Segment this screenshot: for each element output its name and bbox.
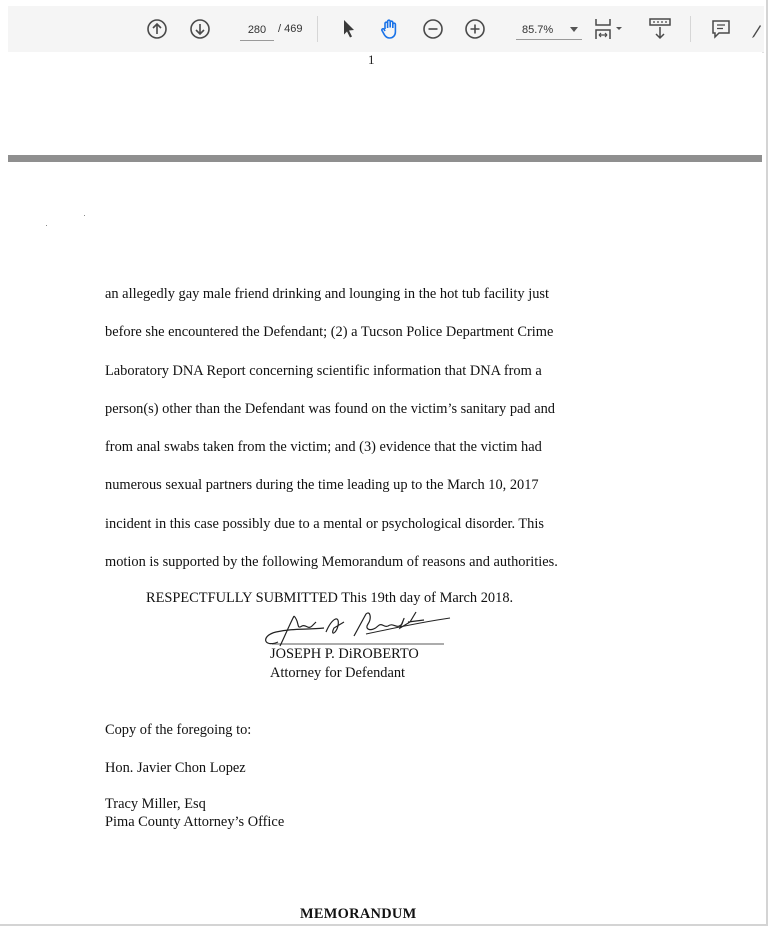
zoom-value: 85.7% [522,23,554,36]
zoom-out-icon[interactable] [422,18,444,40]
zoom-in-icon[interactable] [464,18,486,40]
chevron-down-icon [570,27,578,32]
cursor-icon[interactable] [340,18,358,40]
page-total: / 469 [278,23,303,35]
signer-role: Attorney for Defendant [270,665,406,681]
document-page [8,162,762,924]
paragraph-line: from anal swabs taken from the victim; and (3) evidence that the victim had [105,439,542,456]
comment-icon[interactable] [710,18,732,40]
memorandum-heading: MEMORANDUM [300,906,417,922]
hand-icon[interactable] [378,17,402,41]
recipient-line: Pima County Attorney’s Office [105,814,285,830]
paragraph-line: incident in this case possibly due to a mental or psychological disorder. This [105,515,544,532]
scan-speck [46,225,47,226]
paragraph-line: person(s) other than the Defendant was found on the victim’s sanitary pad and [105,400,555,417]
previous-page-number: 1 [368,52,375,67]
page-separator [8,155,762,162]
fit-page-icon[interactable] [592,16,624,42]
toolbar-divider [317,16,318,42]
motion-paragraph [105,284,645,590]
copy-heading: Copy of the foregoing to: [105,722,252,738]
paragraph-line: motion is supported by the following Memorandum of reasons and authorities. [105,554,558,571]
toolbar-divider [690,16,691,42]
previous-page [8,52,762,156]
download-icon[interactable] [648,16,672,42]
paragraph-line: an allegedly gay male friend drinking and lounging in the hot tub facility just [105,286,550,302]
arrow-down-circle-icon[interactable] [189,18,211,40]
paragraph-line: Laboratory DNA Report concerning scientific information that DNA from a [105,362,542,379]
submitted-line: RESPECTFULLY SUBMITTED This 19th day of March 2018. [146,590,514,606]
recipient-line: Hon. Javier Chon Lopez [105,760,246,776]
signer-name: JOSEPH P. DiROBERTO [270,646,419,662]
page-number-input[interactable] [240,20,274,41]
pen-icon[interactable] [750,24,762,38]
paragraph-line: numerous sexual partners during the time leading up to the March 10, 2017 [105,477,539,494]
zoom-dropdown[interactable] [516,20,582,40]
arrow-up-circle-icon[interactable] [146,18,168,40]
pdf-toolbar [8,6,764,53]
paragraph-line: before she encountered the Defendant; (2) a Tucson Police Department Crime [105,324,554,341]
scan-speck [84,215,85,216]
recipient-line: Tracy Miller, Esq [105,796,206,812]
